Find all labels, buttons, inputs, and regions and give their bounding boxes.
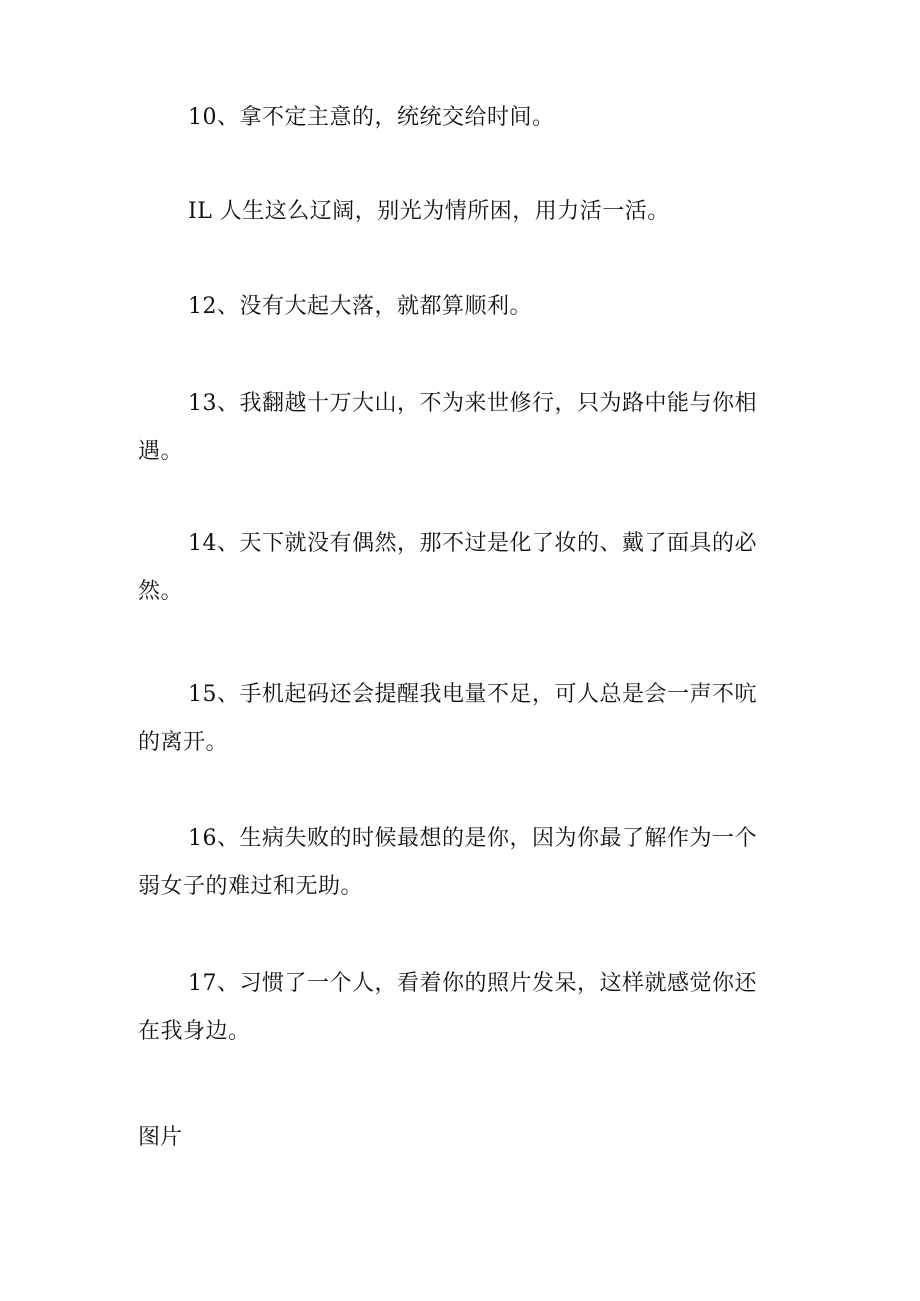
quote-paragraph-17: 17、习惯了一个人，看着你的照片发呆，这样就感觉你还在我身边。 (138, 971, 757, 1044)
quote-paragraph-13: 13、我翻越十万大山，不为来世修行，只为路中能与你相遇。 (138, 391, 757, 464)
quote-paragraph-15: 15、手机起码还会提醒我电量不足，可人总是会一声不吭的离开。 (138, 682, 757, 755)
quote-paragraph-10: 10、拿不定主意的，统统交给时间。 (188, 105, 555, 130)
quote-paragraph-14: 14、天下就没有偶然，那不过是化了妆的、戴了面具的必然。 (138, 531, 757, 604)
quote-paragraph-11: IL 人生这么辽阔，别光为情所困，用力活一活。 (188, 199, 670, 224)
quote-paragraph-12: 12、没有大起大落，就都算顺利。 (188, 294, 532, 319)
quote-paragraph-16: 16、生病失败的时候最想的是你，因为你最了解作为一个弱女子的难过和无助。 (138, 826, 757, 899)
image-caption-label: 图片 (138, 1125, 183, 1150)
